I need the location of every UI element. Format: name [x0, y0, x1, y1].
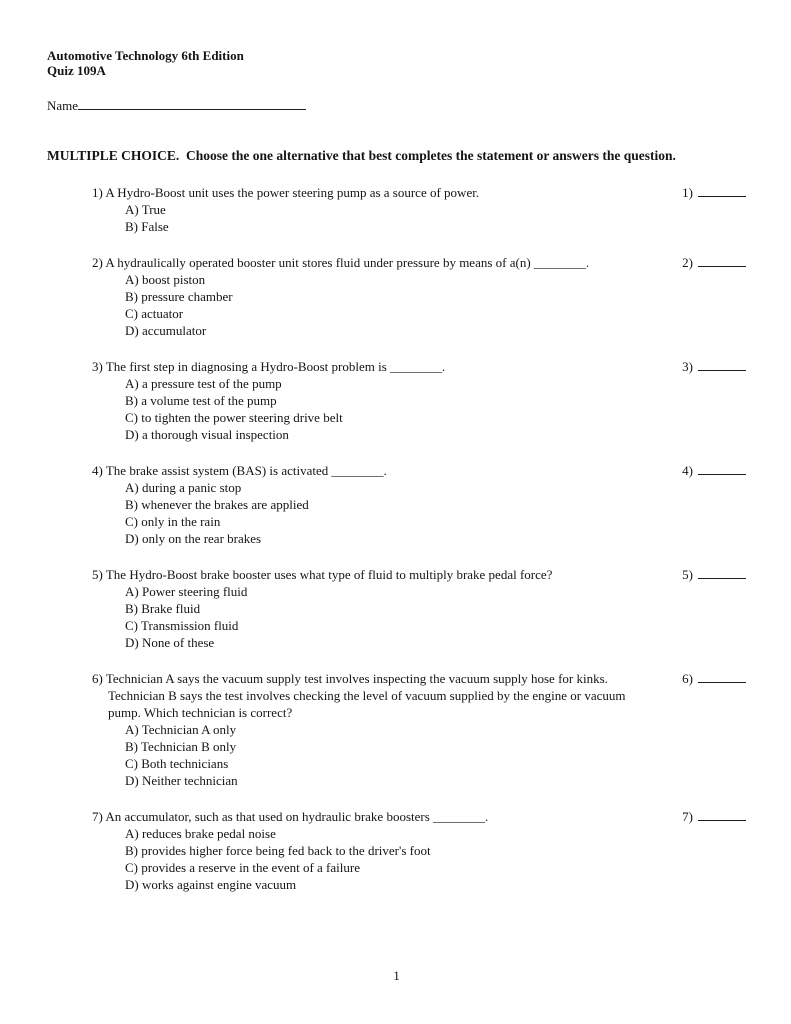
choice: C) only in the rain: [125, 514, 221, 529]
question-text: [92, 184, 626, 201]
question-number: 6): [92, 671, 103, 686]
choice: D) works against engine vacuum: [125, 877, 297, 892]
question-number: 7): [92, 809, 103, 824]
question-text: [92, 254, 626, 271]
choice: C) actuator: [125, 306, 184, 321]
question-number: 4): [92, 463, 103, 478]
question-statement: A Hydro-Boost unit uses the power steering pump as a source of power.: [105, 185, 480, 200]
choice-list: [125, 721, 626, 789]
choice: A) boost piston: [125, 272, 206, 287]
question-text: [92, 358, 626, 375]
answer-number: 4): [682, 463, 693, 478]
choice: D) None of these: [125, 635, 215, 650]
answer-number: 7): [682, 809, 693, 824]
question-main: [92, 462, 666, 547]
question-statement: Technician A says the vacuum supply test involves inspecting the vacuum supply hose for kinks. Technician B says the test involves checking the level of vacuum supplied by the engine or vacuum pump. Which technician is correct?: [105, 671, 626, 720]
answer-blank[interactable]: [698, 358, 746, 371]
question-block: [92, 808, 746, 893]
answer-area: [666, 566, 746, 583]
answer-number: 5): [682, 567, 693, 582]
question-text: [92, 670, 626, 721]
choice: B) Technician B only: [125, 739, 237, 754]
question-block: [92, 254, 746, 339]
answer-area: [666, 254, 746, 271]
choice: B) a volume test of the pump: [125, 393, 277, 408]
name-fill-line[interactable]: [78, 97, 306, 110]
question-statement: An accumulator, such as that used on hydraulic brake boosters ________.: [105, 809, 489, 824]
choice-list: [125, 825, 626, 893]
choice: B) provides higher force being fed back to the driver's foot: [125, 843, 431, 858]
choice: A) Technician A only: [125, 722, 237, 737]
choice: C) to tighten the power steering drive belt: [125, 410, 343, 425]
choice: B) False: [125, 219, 169, 234]
answer-area: [666, 670, 746, 687]
question-main: [92, 566, 666, 651]
answer-area: [666, 462, 746, 479]
choice: C) provides a reserve in the event of a failure: [125, 860, 360, 875]
choice: C) Transmission fluid: [125, 618, 239, 633]
answer-number: 3): [682, 359, 693, 374]
page-header: [47, 48, 746, 78]
question-main: [92, 670, 666, 789]
choice: A) Power steering fluid: [125, 584, 248, 599]
question-statement: The Hydro-Boost brake booster uses what type of fluid to multiply brake pedal force?: [105, 567, 553, 582]
section-instructions: MULTIPLE CHOICE. Choose the one alternative that best completes the statement or answers the question.: [47, 148, 676, 163]
answer-area: [666, 808, 746, 825]
question-main: [92, 808, 666, 893]
name-row: [47, 97, 746, 114]
book-title: Automotive Technology 6th Edition: [47, 48, 244, 63]
answer-blank[interactable]: [698, 184, 746, 197]
choice: A) a pressure test of the pump: [125, 376, 282, 391]
question-block: [92, 566, 746, 651]
question-text: [92, 462, 626, 479]
page-number: 1: [393, 968, 400, 983]
question-number: 1): [92, 185, 103, 200]
question-text: [92, 566, 626, 583]
question-list: [47, 184, 746, 912]
question-text: [92, 808, 626, 825]
question-block: [92, 670, 746, 789]
answer-area: [666, 358, 746, 375]
choice: D) only on the rear brakes: [125, 531, 262, 546]
answer-area: [666, 184, 746, 201]
choice: D) Neither technician: [125, 773, 238, 788]
quiz-title: Quiz 109A: [47, 63, 106, 78]
answer-blank[interactable]: [698, 808, 746, 821]
choice: A) reduces brake pedal noise: [125, 826, 276, 841]
answer-blank[interactable]: [698, 254, 746, 267]
question-statement: A hydraulically operated booster unit stores fluid under pressure by means of a(n) ________.: [105, 255, 590, 270]
choice: B) Brake fluid: [125, 601, 201, 616]
answer-number: 1): [682, 185, 693, 200]
question-main: [92, 358, 666, 443]
answer-number: 6): [682, 671, 693, 686]
choice-list: [125, 479, 626, 547]
choice: C) Both technicians: [125, 756, 229, 771]
question-block: [92, 184, 746, 235]
choice: A) during a panic stop: [125, 480, 242, 495]
page-footer: [47, 968, 746, 984]
choice-list: [125, 201, 626, 235]
answer-blank[interactable]: [698, 566, 746, 579]
choice: B) pressure chamber: [125, 289, 233, 304]
question-main: [92, 254, 666, 339]
question-number: 3): [92, 359, 103, 374]
question-statement: The first step in diagnosing a Hydro-Boost problem is ________.: [105, 359, 446, 374]
answer-number: 2): [682, 255, 693, 270]
choice: D) a thorough visual inspection: [125, 427, 289, 442]
question-block: [92, 358, 746, 443]
question-number: 2): [92, 255, 103, 270]
choice: A) True: [125, 202, 166, 217]
name-label: Name: [47, 98, 79, 113]
choice: D) accumulator: [125, 323, 207, 338]
choice-list: [125, 375, 626, 443]
question-block: [92, 462, 746, 547]
question-main: [92, 184, 666, 235]
question-statement: The brake assist system (BAS) is activated ________.: [105, 463, 387, 478]
question-number: 5): [92, 567, 103, 582]
choice-list: [125, 271, 626, 339]
choice: B) whenever the brakes are applied: [125, 497, 309, 512]
answer-blank[interactable]: [698, 462, 746, 475]
choice-list: [125, 583, 626, 651]
answer-blank[interactable]: [698, 670, 746, 683]
